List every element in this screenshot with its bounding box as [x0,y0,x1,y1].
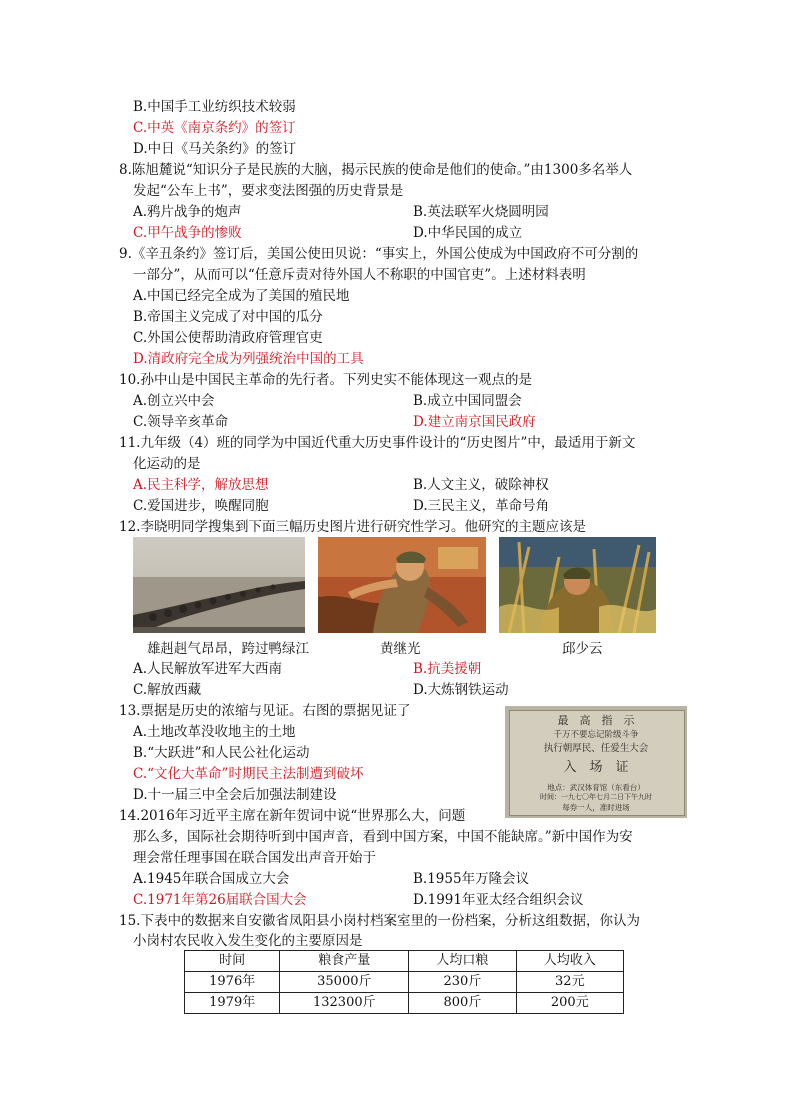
q13-option-a: A.土地改革没收地主的土地 [133,724,296,740]
q10-option-b: B.成立中国同盟会 [413,393,522,409]
q8-option-a: A.鸦片战争的炮声 [133,204,242,220]
q14-stem-line3: 理会常任理事国在联合国发出声音开始于 [133,850,376,866]
ticket-line5: 地点：武汉体育馆（东看台） [547,783,645,792]
table-cell: 800斤 [409,993,516,1014]
ticket-line1: 最 高 指 示 [557,714,635,727]
q10-option-d-answer: D.建立南京国民政府 [413,414,536,430]
q11-option-a-answer: A.民主科学，解放思想 [133,477,269,493]
q14-stem-line1: 14.2016年习近平主席在新年贺词中说“世界那么大，问题 [119,808,466,824]
admission-ticket-image [505,706,687,818]
q15-stem-line1: 15.下表中的数据来自安徽省凤阳县小岗村档案室里的一份档案，分析这组数据，你认为 [119,913,640,929]
photo2-caption: 黄继光 [380,641,421,657]
table-cell: 32元 [516,972,623,993]
q13-option-d: D.十一届三中全会后加强法制建设 [133,787,337,803]
q9-stem-line2: 一部分”，从而可以“任意斥责对待外国人不称职的中国官吏”。上述材料表明 [133,267,586,283]
table-cell: 200元 [516,993,623,1014]
q9-option-c: C.外国公使帮助清政府管理官吏 [133,330,323,346]
table-cell: 132300斤 [280,993,409,1014]
q11-stem-line1: 11.九年级（4）班的同学为中国近代重大历史事件设计的“历史图片”中，最适用于新文 [119,435,636,451]
table-header: 时间 [185,951,280,972]
q14-option-a: A.1945年联合国成立大会 [133,871,290,887]
table-row [185,972,624,993]
ticket-line7: 每券一人，准时进场 [562,803,630,812]
table-header-row [185,951,624,972]
table-header: 人均口粮 [409,951,516,972]
q12-option-a: A.人民解放军进军大西南 [133,661,283,677]
table-cell: 1979年 [185,993,280,1014]
table-cell: 230斤 [409,972,516,993]
ticket-line2: 千万不要忘记阶级斗争 [553,730,639,740]
q7-option-c-answer: C.中英《南京条约》的签订 [133,120,296,136]
photo1-caption: 雄赳赳气昂昂，跨过鸭绿江 [147,641,309,657]
q10-option-a: A.创立兴中会 [133,393,215,409]
ticket-line6: 时间：一九七〇年七月二日下午九时 [540,793,652,801]
table-header: 粮食产量 [280,951,409,972]
table-cell: 1976年 [185,972,280,993]
q13-option-b: B.“大跃进”和人民公社化运动 [133,745,310,761]
q10-stem: 10.孙中山是中国民主革命的先行者。下列史实不能体现这一观点的是 [119,372,532,388]
q11-stem-line2: 化运动的是 [133,456,201,472]
q7-option-d: D.中日《马关条约》的签订 [133,141,297,157]
q13-stem: 13.票据是历史的浓缩与见证。右图的票据见证了 [119,703,411,719]
q14-stem-line2: 那么多，国际社会期待听到中国声音，看到中国方案，中国不能缺席。”新中国作为安 [133,829,633,845]
q12-stem: 12.李晓明同学搜集到下面三幅历史图片进行研究性学习。他研究的主题应该是 [119,519,586,535]
q14-option-b: B.1955年万隆会议 [413,871,530,887]
table-cell: 35000斤 [280,972,409,993]
painting-qiu-shaoyun [499,537,656,633]
photo3-caption: 邱少云 [562,641,603,657]
q11-option-d: D.三民主义，革命号角 [413,498,550,514]
q13-option-c-answer: C.“文化大革命”时期民主法制遭到破坏 [133,766,364,782]
q8-option-b: B.英法联军火烧圆明园 [413,204,549,220]
photo-crossing-yalu [133,537,305,633]
q14-option-c-answer: C.1971年第26届联合国大会 [133,892,307,908]
q8-option-d: D.中华民国的成立 [413,225,523,241]
q9-option-a: A.中国已经完全成为了美国的殖民地 [133,288,350,304]
painting-huang-jiguang [318,537,486,633]
q12-option-b-answer: B.抗美援朝 [413,661,482,677]
q11-option-c: C.爱国进步，唤醒同胞 [133,498,269,514]
q11-option-b: B.人文主义，破除神权 [413,477,549,493]
q14-option-d: D.1991年亚太经合组织会议 [413,892,584,908]
q9-stem-line1: 9.《辛丑条约》签订后，美国公使田贝说：“事实上，外国公使成为中国政府不可分割的 [119,246,639,262]
q12-option-c: C.解放西藏 [133,682,202,698]
q9-option-d-answer: D.清政府完全成为列强统治中国的工具 [133,351,364,367]
q12-option-d: D.大炼钢铁运动 [413,682,509,698]
table-row [185,993,624,1014]
q8-stem-line1: 8.陈旭麓说“知识分子是民族的大脑，揭示民族的使命是他们的使命。”由1300多名举人 [119,162,633,178]
q9-option-b: B.帝国主义完成了对中国的瓜分 [133,309,323,325]
ticket-line4: 入 场 证 [563,760,629,775]
q8-option-c-answer: C.甲午战争的惨败 [133,225,242,241]
q10-option-c: C.领导辛亥革命 [133,414,229,430]
q15-stem-line2: 小岗村农民收入发生变化的主要原因是 [133,933,363,949]
table-header: 人均收入 [516,951,623,972]
ticket-line3: 执行朝厚民、任爱生大会 [543,743,649,754]
q7-option-b: B.中国手工业纺织技术较弱 [133,99,296,115]
q8-stem-line2: 发起“公车上书”，要求变法图强的历史背景是 [133,183,404,199]
xiaogang-data-table [184,950,624,1014]
